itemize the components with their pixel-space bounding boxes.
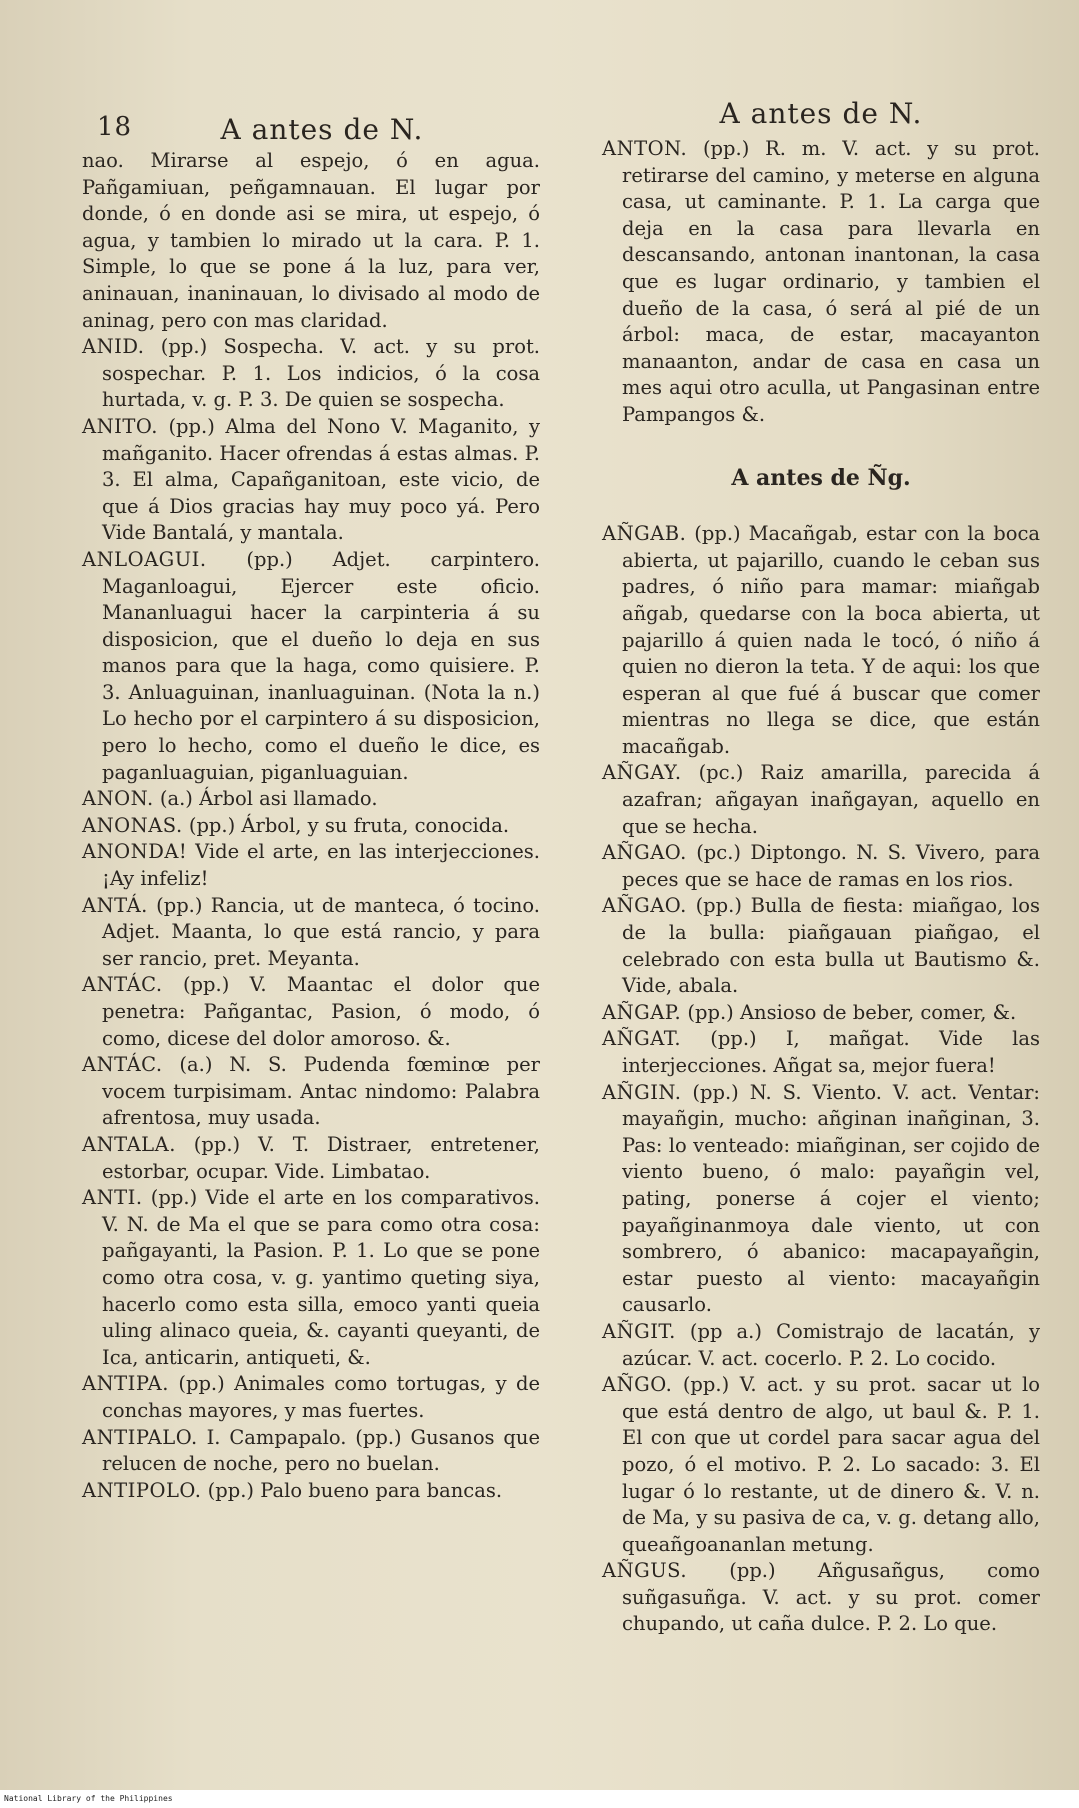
dictionary-entry <box>82 1185 540 1371</box>
entry-headword: AÑGAO. <box>602 894 687 918</box>
entry-headword: AÑGAP. <box>602 1000 682 1024</box>
dictionary-entry <box>82 972 540 1052</box>
dictionary-entry <box>602 1000 1040 1027</box>
entry-text: (pp.) Añgusañgus, como suñgasuñga. V. act. y su prot. comer chupando, ut caña dulce. P. 2. Lo que. <box>622 1559 1041 1636</box>
entry-text: (pp.) V. act. y su prot. sacar ut lo que está dentro de algo, ut baul &. P. 1. El con que ut cordel para sacar agua del pozo, ó el motivo. P. 2. Lo sacado: 3. El lugar ó lo restante, ut de dinero &. V. n. de Ma, y su pasiva de ca, v. g. detang allo, queañgoananlan metung. <box>622 1373 1040 1556</box>
dictionary-entry <box>82 334 540 414</box>
entry-text: (pp.) Ansioso de beber, comer, &. <box>687 1000 1017 1024</box>
entry-text: (pp.) Rancia, ut de manteca, ó tocino. Adjet. Maanta, lo que está rancio, y para ser rancio, pret. Meyanta. <box>102 893 540 970</box>
dictionary-entry <box>82 839 540 892</box>
right-entries <box>602 521 1040 1638</box>
entry-text: (pp.) Animales como tortugas, y de conchas mayores, y mas fuertes. <box>102 1372 540 1422</box>
entry-headword: AÑGAB. <box>602 522 687 546</box>
right-column <box>602 96 1040 1638</box>
left-column <box>82 112 540 1504</box>
entry-headword: ANTALA. <box>82 1132 176 1156</box>
entry-text: (pp a.) Comistrajo de lacatán, y azúcar. V. act. cocerlo. P. 2. Lo cocido. <box>622 1319 1040 1370</box>
dictionary-entry <box>82 813 540 840</box>
section-title: A antes de Ñg. <box>731 464 911 491</box>
entry-text: (pp.) I, mañgat. Vide las interjecciones. Añgat sa, mejor fuera! <box>622 1027 1041 1077</box>
right-top-entries <box>602 136 1040 429</box>
entry-text: (a.) N. S. Pudenda fœminœ per vocem turpisimam. Antac nindomo: Palabra afrentosa, muy usada. <box>102 1053 541 1130</box>
entry-text: (pp.) V. T. Distraer, entretener, estorbar, ocupar. Vide. Limbatao. <box>102 1132 540 1183</box>
dictionary-entry <box>82 1478 540 1505</box>
dictionary-entry <box>602 760 1040 840</box>
entry-headword: AÑGO. <box>602 1373 673 1397</box>
entry-headword: ANLOAGUI. <box>82 547 207 571</box>
entry-text: (pp.) N. S. Viento. V. act. Ventar: mayañgin, mucho: añginan inañginan, 3. Pas: lo venteado: miañginan, ser cojido de viento bueno, ó malo: payañgin vel, pating, ponerse á cojer el viento; payañginanmoya dale viento, ut con sombrero, ó abanico: macapayañgin, estar puesto al viento: macayañgin causarlo. <box>622 1080 1041 1317</box>
entry-headword: ANTON. <box>602 137 688 160</box>
dictionary-entry <box>82 547 540 786</box>
entry-headword: AÑGAT. <box>602 1027 682 1051</box>
entry-text: (pp.) V. Maantac el dolor que penetra: Pañgantac, Pasion, ó modo, ó como, dicese del dolor amoroso. &. <box>102 973 540 1050</box>
dictionary-entry <box>82 414 540 547</box>
dictionary-entry <box>602 1319 1040 1372</box>
dictionary-entry <box>82 1052 540 1132</box>
entry-text: (pc.) Raiz amarilla, parecida á azafran; añgayan inañgayan, aquello en que se hecha. <box>622 761 1040 838</box>
entry-headword: ANTIPOLO. <box>82 1478 202 1502</box>
running-head-left: A antes de N. <box>220 113 424 146</box>
entry-headword: ANONDA! <box>82 840 188 864</box>
dictionary-entry <box>602 1026 1040 1079</box>
entry-text: (a.) Árbol asi llamado. <box>159 787 378 811</box>
entry-headword: ANTI. <box>82 1186 143 1210</box>
entry-text: (pp.) R. m. V. act. y su prot. retirarse del camino, y meterse en alguna casa, ut caminante. P. 1. La carga que deja en la casa para llevarla en descansando, antonan inantonan, la casa que es lugar ordinario, y tambien el dueño de la casa, ó será al pié de un árbol: maca, de estar, macayanton manaanton, andar de casa en casa un mes aqui otro aculla, ut Pangasinan entre Pampangos &. <box>622 137 1041 426</box>
entry-headword: ANTIPALO. <box>82 1425 198 1449</box>
entry-headword: AÑGIT. <box>602 1319 676 1343</box>
entry-headword: ANTIPA. <box>82 1372 169 1396</box>
entry-headword: ANID. <box>82 335 145 359</box>
dictionary-entry <box>602 1558 1040 1638</box>
entry-headword: ANITO. <box>82 414 158 438</box>
entry-headword: ANTÁC. <box>82 1053 163 1077</box>
footer-credit: National Library of the Philippines <box>0 1790 1079 1808</box>
entry-headword: ANONAS. <box>82 813 183 837</box>
dictionary-entry <box>82 1425 540 1478</box>
entry-text: (pp.) Alma del Nono V. Maganito, y mañganito. Hacer ofrendas á estas almas. P. 3. El alma, Capañganitoan, este vicio, de que á Dios gracias hay muy poco yá. Pero Vide Bantalá, y mantala. <box>102 414 541 545</box>
dictionary-entry <box>82 148 540 334</box>
dictionary-entry <box>82 1371 540 1424</box>
entry-headword: ANON. <box>82 787 154 811</box>
dictionary-entry <box>602 1080 1040 1319</box>
dictionary-entry <box>602 136 1040 429</box>
entry-headword: ANTÁC. <box>82 973 163 997</box>
dictionary-entry <box>82 786 540 813</box>
entry-text: (pp.) Adjet. carpintero. Maganloagui, Ejercer este oficio. Mananluagui hacer la carpinteria á su disposicion, que el dueño lo deja en sus manos para que la haga, como quisiere. P. 3. Anluaguinan, inanluaguinan. (Nota la n.) Lo hecho por el carpintero á su disposicion, pero lo hecho, como el dueño le dice, es paganluaguian, piganluaguian. <box>102 547 541 784</box>
dictionary-entry <box>602 1372 1040 1558</box>
running-head-right: A antes de N. <box>719 97 923 130</box>
left-entries <box>82 148 540 1504</box>
entry-text: (pc.) Diptongo. N. S. Vivero, para peces que se hace de ramas en los rios. <box>622 841 1040 891</box>
entry-headword: AÑGIN. <box>602 1080 682 1104</box>
dictionary-entry <box>82 1132 540 1185</box>
page-number: 18 <box>97 112 133 142</box>
entry-headword: AÑGAY. <box>602 761 682 785</box>
entry-headword: AÑGUS. <box>602 1559 688 1583</box>
entry-text: (pp.) Sospecha. V. act. y su prot. sospechar. P. 1. Los indicios, ó la cosa hurtada, v. g. P. 3. De quien se sospecha. <box>102 335 540 412</box>
entry-text: (pp.) Árbol, y su fruta, conocida. <box>188 813 510 837</box>
entry-text: (pp.) Macañgab, estar con la boca abierta, ut pajarillo, cuando le ceban sus padres, ó niño para mamar: miañgab añgab, quedarse con la boca abierta, ut pajarillo á quien nada le tocó, ó niño á quien no dieron la teta. Y de aqui: los que esperan al que fué á buscar que comer mientras no llega se dice, que están macañgab. <box>622 522 1040 758</box>
entry-text: (pp.) Bulla de fiesta: miañgao, los de la bulla: piañgauan piañgao, el celebrado con esta bulla ut Bautismo &. Vide, abala. <box>622 894 1040 998</box>
entry-text: nao. Mirarse al espejo, ó en agua. Pañgamiuan, peñgamnauan. El lugar por donde, ó en donde asi se mira, ut espejo, ó agua, y tambien lo mirado ut la cara. P. 1. Simple, lo que se pone á la luz, para ver, aninauan, inaninauan, lo divisado al modo de aninag, pero con mas claridad. <box>82 149 540 332</box>
dictionary-entry <box>602 840 1040 893</box>
entry-text: Vide el arte, en las interjecciones. ¡Ay infeliz! <box>102 840 540 891</box>
entry-text: I. Campapalo. (pp.) Gusanos que relucen de noche, pero no buelan. <box>102 1425 540 1476</box>
entry-headword: ANTÁ. <box>82 893 148 917</box>
entry-headword: AÑGAO. <box>602 841 687 865</box>
entry-text: (pp.) Palo bueno para bancas. <box>207 1478 503 1502</box>
dictionary-entry <box>82 893 540 973</box>
entry-text: (pp.) Vide el arte en los comparativos. V. N. de Ma el que se para como otra cosa: pañgayanti, la Pasion. P. 1. Lo que se pone como otra cosa, v. g. yantimo queting siya, hacerlo como esta silla, emoco yanti queia uling alinaco queia, &. cayanti queyanti, de Ica, anticarin, antiqueti, &. <box>102 1186 540 1369</box>
dictionary-entry <box>602 521 1040 760</box>
dictionary-entry <box>602 893 1040 999</box>
